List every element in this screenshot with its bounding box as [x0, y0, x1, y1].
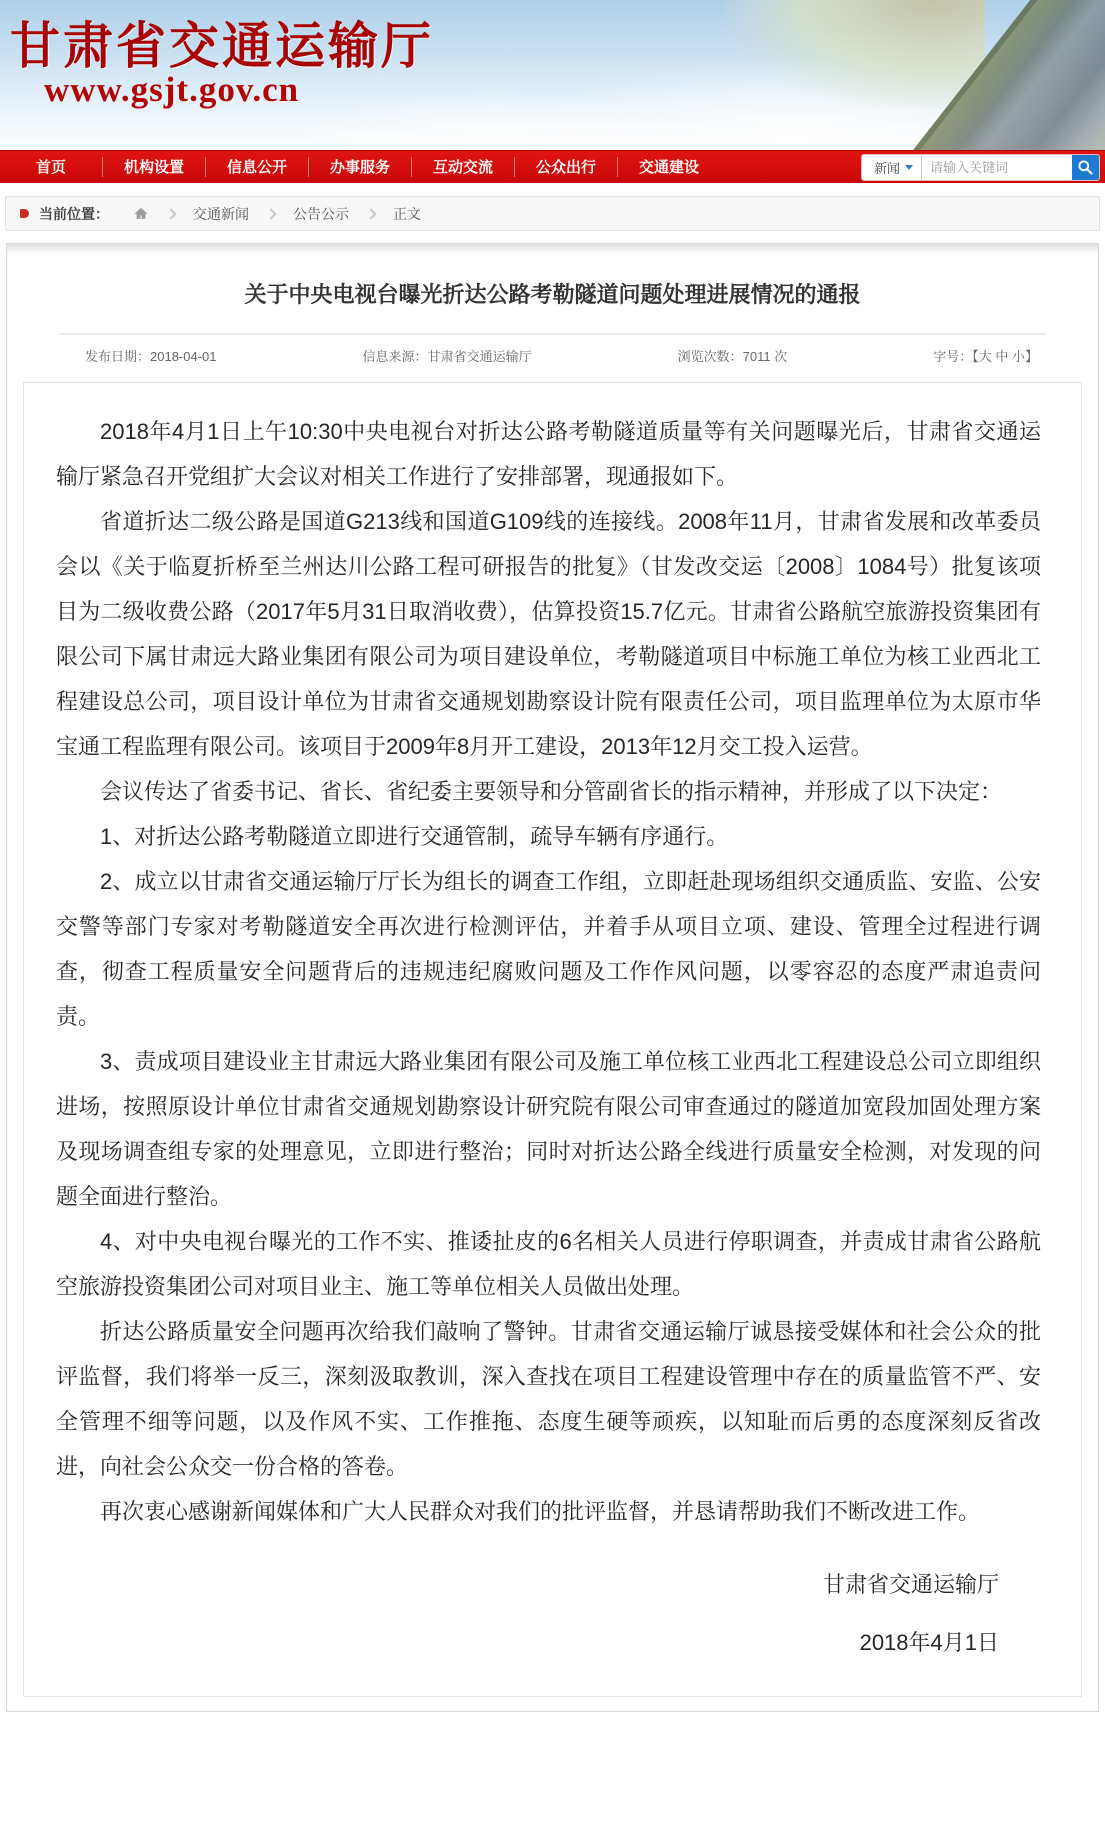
article-paragraph: 1、对折达公路考勒隧道立即进行交通管制，疏导车辆有序通行。 — [100, 824, 729, 849]
red-bullet-icon — [20, 209, 29, 218]
article-paragraph: 3、责成项目建设业主甘肃远大路业集团有限公司及施工单位核工业西北工程建设总公司立即组织进场，按照原设计单位甘肃省交通规划勘察设计研究院有限公司审查通过的隧道加宽段加固处理方案及现场调查组专家的处理意见，立即进行整治；同时对折达公路全线进行质量安全检测，对发现的问题全面进行整治。 — [56, 1049, 1041, 1209]
info-source — [363, 346, 532, 365]
nav-item-public-travel[interactable]: 公众出行 — [535, 158, 596, 176]
breadcrumb-link-announcements[interactable]: 公告公示 — [293, 205, 349, 222]
publish-date-label: 发布日期： — [85, 349, 151, 364]
breadcrumb — [5, 196, 1100, 231]
search-input[interactable] — [922, 155, 1072, 180]
nav-item-info-disclosure[interactable]: 信息公开 — [226, 158, 287, 176]
publish-date — [85, 346, 217, 365]
header-landscape-decoration — [725, 0, 985, 110]
article-signature — [56, 1556, 1041, 1672]
breadcrumb-label: 当前位置： — [39, 205, 109, 222]
site-url: www.gsjt.gov.cn — [44, 70, 300, 109]
search-icon — [1077, 159, 1094, 176]
nav-item-services[interactable]: 办事服务 — [329, 158, 390, 176]
search-category-select[interactable] — [862, 155, 922, 180]
nav-item-home[interactable]: 首页 — [35, 158, 66, 176]
article-paragraph: 2018年4月1日上午10:30中央电视台对折达公路考勒隧道质量等有关问题曝光后，甘肃省交通运输厅紧急召开党组扩大会议对相关工作进行了安排部署，现通报如下。 — [56, 419, 1041, 489]
font-size-options[interactable]: 【大 中 小】 — [972, 349, 1038, 364]
view-count-value: 7011 次 — [742, 349, 788, 364]
nav-item-organization[interactable]: 机构设置 — [123, 158, 184, 176]
nav-item-transport-construction[interactable]: 交通建设 — [638, 158, 699, 176]
main-nav — [0, 150, 1105, 183]
view-count-label: 浏览次数： — [677, 349, 743, 364]
article-paragraph: 4、对中央电视台曝光的工作不实、推诿扯皮的6名相关人员进行停职调查，并责成甘肃省公路航空旅游投资集团公司对项目业主、施工等单位相关人员做出处理。 — [56, 1229, 1041, 1299]
chevron-right-icon — [265, 208, 276, 219]
article-container — [6, 243, 1099, 1712]
article-paragraph: 折达公路质量安全问题再次给我们敲响了警钟。甘肃省交通运输厅诚恳接受媒体和社会公众的批评监督，我们将举一反三，深刻汲取教训，深入查找在项目工程建设管理中存在的质量监管不严、安全管理不细等问题，以及作风不实、工作推拖、态度生硬等顽疾，以知耻而后勇的态度深刻反省改进，向社会公众交一份合格的答卷。 — [56, 1319, 1041, 1479]
breadcrumb-link-transport-news[interactable]: 交通新闻 — [193, 205, 249, 222]
signature-date: 2018年4月1日 — [859, 1630, 999, 1655]
signature-organization: 甘肃省交通运输厅 — [822, 1572, 999, 1597]
chevron-right-icon — [365, 208, 376, 219]
publish-date-value: 2018-04-01 — [150, 349, 217, 364]
nav-item-interaction[interactable]: 互动交流 — [432, 158, 493, 176]
info-source-label: 信息来源： — [362, 349, 428, 364]
breadcrumb-link-current-article[interactable]: 正文 — [393, 205, 421, 222]
article-meta — [7, 335, 1098, 376]
article-body — [23, 382, 1082, 1697]
view-count — [678, 346, 788, 365]
article-paragraph: 2、成立以甘肃省交通运输厅厅长为组长的调查工作组，立即赶赴现场组织交通质监、安监、公安交警等部门专家对考勒隧道安全再次进行检测评估，并着手从项目立项、建设、管理全过程进行调查，彻查工程质量安全问题背后的违规违纪腐败问题及工作作风问题，以零容忍的态度严肃追责问责。 — [56, 869, 1041, 1029]
article-paragraph: 省道折达二级公路是国道G213线和国道G109线的连接线。2008年11月，甘肃省发展和改革委员会以《关于临夏折桥至兰州达川公路工程可研报告的批复》（甘发改交运〔2008〕1084号）批复该项目为二级收费公路（2017年5月31日取消收费），估算投资15.7亿元。甘肃省公路航空旅游投资集团有限公司下属甘肃远大路业集团有限公司为项目建设单位，考勒隧道项目中标施工单位为核工业西北工程建设总公司，项目设计单位为甘肃省交通规划勘察设计院有限责任公司，项目监理单位为太原市华宝通工程监理有限公司。该项目于2009年8月开工建设，2013年12月交工投入运营。 — [56, 509, 1041, 759]
font-size-label: 字号： — [933, 349, 973, 364]
article-paragraph: 会议传达了省委书记、省长、省纪委主要领导和分管副省长的指示精神，并形成了以下决定： — [100, 779, 1003, 804]
home-icon[interactable] — [133, 206, 149, 221]
article-title: 关于中央电视台曝光折达公路考勒隧道问题处理进展情况的通报 — [244, 282, 861, 307]
site-header — [0, 0, 1105, 150]
font-size-control — [933, 346, 1038, 365]
search-category-label: 新闻 — [873, 160, 900, 176]
chevron-down-icon — [905, 165, 913, 174]
chevron-right-icon — [165, 208, 176, 219]
article-paragraph: 再次衷心感谢新闻媒体和广大人民群众对我们的批评监督，并恳请帮助我们不断改进工作。 — [100, 1499, 981, 1524]
search-box — [861, 154, 1100, 181]
info-source-value: 甘肃省交通运输厅 — [427, 349, 532, 364]
site-title: 甘肃省交通运输厅 — [10, 18, 434, 74]
search-button[interactable] — [1072, 154, 1099, 181]
